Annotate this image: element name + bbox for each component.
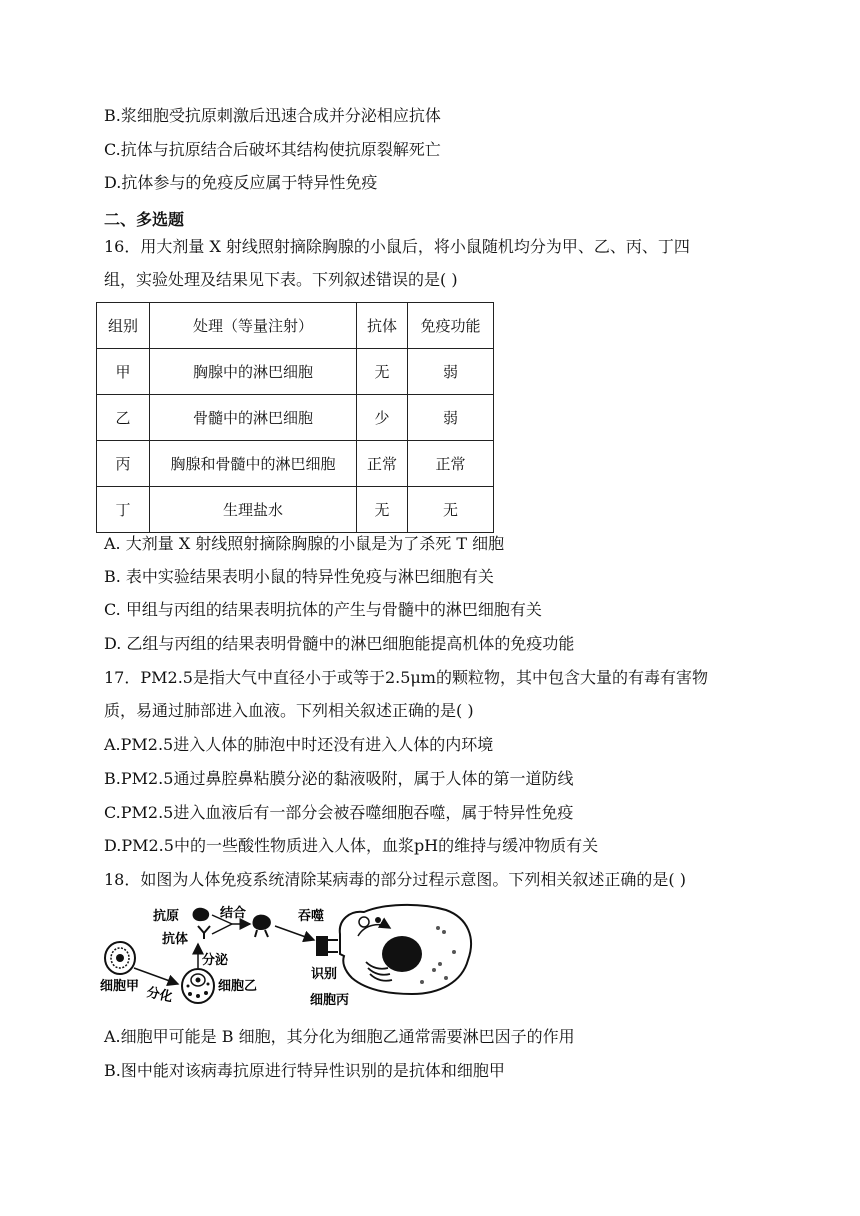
q18-stem: 18．如图为人体免疫系统清除某病毒的部分过程示意图。下列相关叙述正确的是( ) bbox=[104, 870, 686, 889]
q16-option-d: D. 乙组与丙组的结果表明骨髓中的淋巴细胞能提高机体的免疫功能 bbox=[104, 634, 575, 653]
table-row bbox=[97, 487, 494, 533]
label-secrete: 分泌 bbox=[202, 953, 229, 968]
table-header-cell: 抗体 bbox=[357, 303, 408, 349]
table-header-cell: 免疫功能 bbox=[408, 303, 494, 349]
q18-option-a: A.细胞甲可能是 B 细胞，其分化为细胞乙通常需要淋巴因子的作用 bbox=[104, 1027, 575, 1046]
label-recognize: 识别 bbox=[311, 967, 338, 982]
table-cell: 甲 bbox=[97, 349, 150, 395]
table-cell: 无 bbox=[408, 487, 494, 533]
table-header-cell: 处理（等量注射） bbox=[150, 303, 357, 349]
table-cell: 少 bbox=[357, 395, 408, 441]
cell-a bbox=[105, 942, 135, 974]
q17-stem-line1: 17．PM2.5是指大气中直径小于或等于2.5μm的颗粒物，其中包含大量的有毒有害物 bbox=[104, 668, 708, 687]
q17-stem-line2: 质，易通过肺部进入血液。下列相关叙述正确的是( ) bbox=[104, 701, 474, 720]
q16-stem-line1: 16．用大剂量 X 射线照射摘除胸腺的小鼠后，将小鼠随机均分为甲、乙、丙、丁四 bbox=[104, 237, 690, 256]
antibody-icon bbox=[198, 926, 210, 939]
table-cell: 丁 bbox=[97, 487, 150, 533]
cell-b bbox=[182, 969, 214, 1003]
table-cell: 丙 bbox=[97, 441, 150, 487]
label-cell-a: 细胞甲 bbox=[100, 979, 140, 994]
q16-option-c: C. 甲组与丙组的结果表明抗体的产生与骨髓中的淋巴细胞有关 bbox=[104, 600, 542, 619]
table-row bbox=[97, 395, 494, 441]
phagocyte-cell bbox=[340, 905, 471, 994]
q16-stem-line2: 组，实验处理及结果见下表。下列叙述错误的是( ) bbox=[104, 270, 458, 289]
q18-option-b: B.图中能对该病毒抗原进行特异性识别的是抗体和细胞甲 bbox=[104, 1061, 505, 1080]
table-cell: 弱 bbox=[408, 349, 494, 395]
label-phagocytose: 吞噬 bbox=[298, 909, 325, 924]
table-cell: 正常 bbox=[357, 441, 408, 487]
label-antigen: 抗原 bbox=[153, 909, 180, 924]
table-cell: 正常 bbox=[408, 441, 494, 487]
table-header-row bbox=[97, 303, 494, 349]
table-cell: 无 bbox=[357, 487, 408, 533]
q16-option-b: B. 表中实验结果表明小鼠的特异性免疫与淋巴细胞有关 bbox=[104, 567, 494, 586]
immune-process-diagram bbox=[100, 898, 500, 1016]
q15-option-d: D.抗体参与的免疫反应属于特异性免疫 bbox=[104, 173, 378, 192]
table-row bbox=[97, 441, 494, 487]
q17-option-c: C.PM2.5进入血液后有一部分会被吞噬细胞吞噬，属于特异性免疫 bbox=[104, 803, 574, 822]
q17-option-d: D.PM2.5中的一些酸性物质进入人体，血浆pH的维持与缓冲物质有关 bbox=[104, 836, 599, 855]
q17-option-a: A.PM2.5进入人体的肺泡中时还没有进入人体的内环境 bbox=[104, 735, 494, 754]
table-header-cell: 组别 bbox=[97, 303, 150, 349]
table-cell: 胸腺和骨髓中的淋巴细胞 bbox=[150, 441, 357, 487]
q17-option-b: B.PM2.5通过鼻腔鼻粘膜分泌的黏液吸附，属于人体的第一道防线 bbox=[104, 769, 574, 788]
section-heading: 二、多选题 bbox=[104, 210, 185, 229]
table-row bbox=[97, 349, 494, 395]
differentiate-arrow bbox=[134, 968, 178, 984]
table-cell: 弱 bbox=[408, 395, 494, 441]
table-cell: 骨髓中的淋巴细胞 bbox=[150, 395, 357, 441]
q16-table bbox=[96, 302, 494, 533]
q15-option-c: C.抗体与抗原结合后破坏其结构使抗原裂解死亡 bbox=[104, 140, 441, 159]
table-cell: 生理盐水 bbox=[150, 487, 357, 533]
table-cell: 无 bbox=[357, 349, 408, 395]
label-antibody: 抗体 bbox=[162, 932, 189, 947]
label-differentiate: 分化 bbox=[145, 985, 174, 1006]
recognized-complex bbox=[316, 936, 338, 956]
table-cell: 胸腺中的淋巴细胞 bbox=[150, 349, 357, 395]
to-phagocyte-arrow bbox=[275, 926, 314, 940]
antigen-shape bbox=[193, 908, 210, 921]
label-cell-c: 细胞丙 bbox=[310, 993, 350, 1008]
bind-arrow-join bbox=[212, 924, 232, 934]
label-cell-b: 细胞乙 bbox=[218, 979, 258, 994]
table-cell: 乙 bbox=[97, 395, 150, 441]
q16-option-a: A. 大剂量 X 射线照射摘除胸腺的小鼠是为了杀死 T 细胞 bbox=[104, 534, 505, 553]
q15-option-b: B.浆细胞受抗原刺激后迅速合成并分泌相应抗体 bbox=[104, 106, 441, 125]
label-bind: 结合 bbox=[220, 906, 247, 921]
antigen-antibody-complex bbox=[252, 915, 270, 937]
